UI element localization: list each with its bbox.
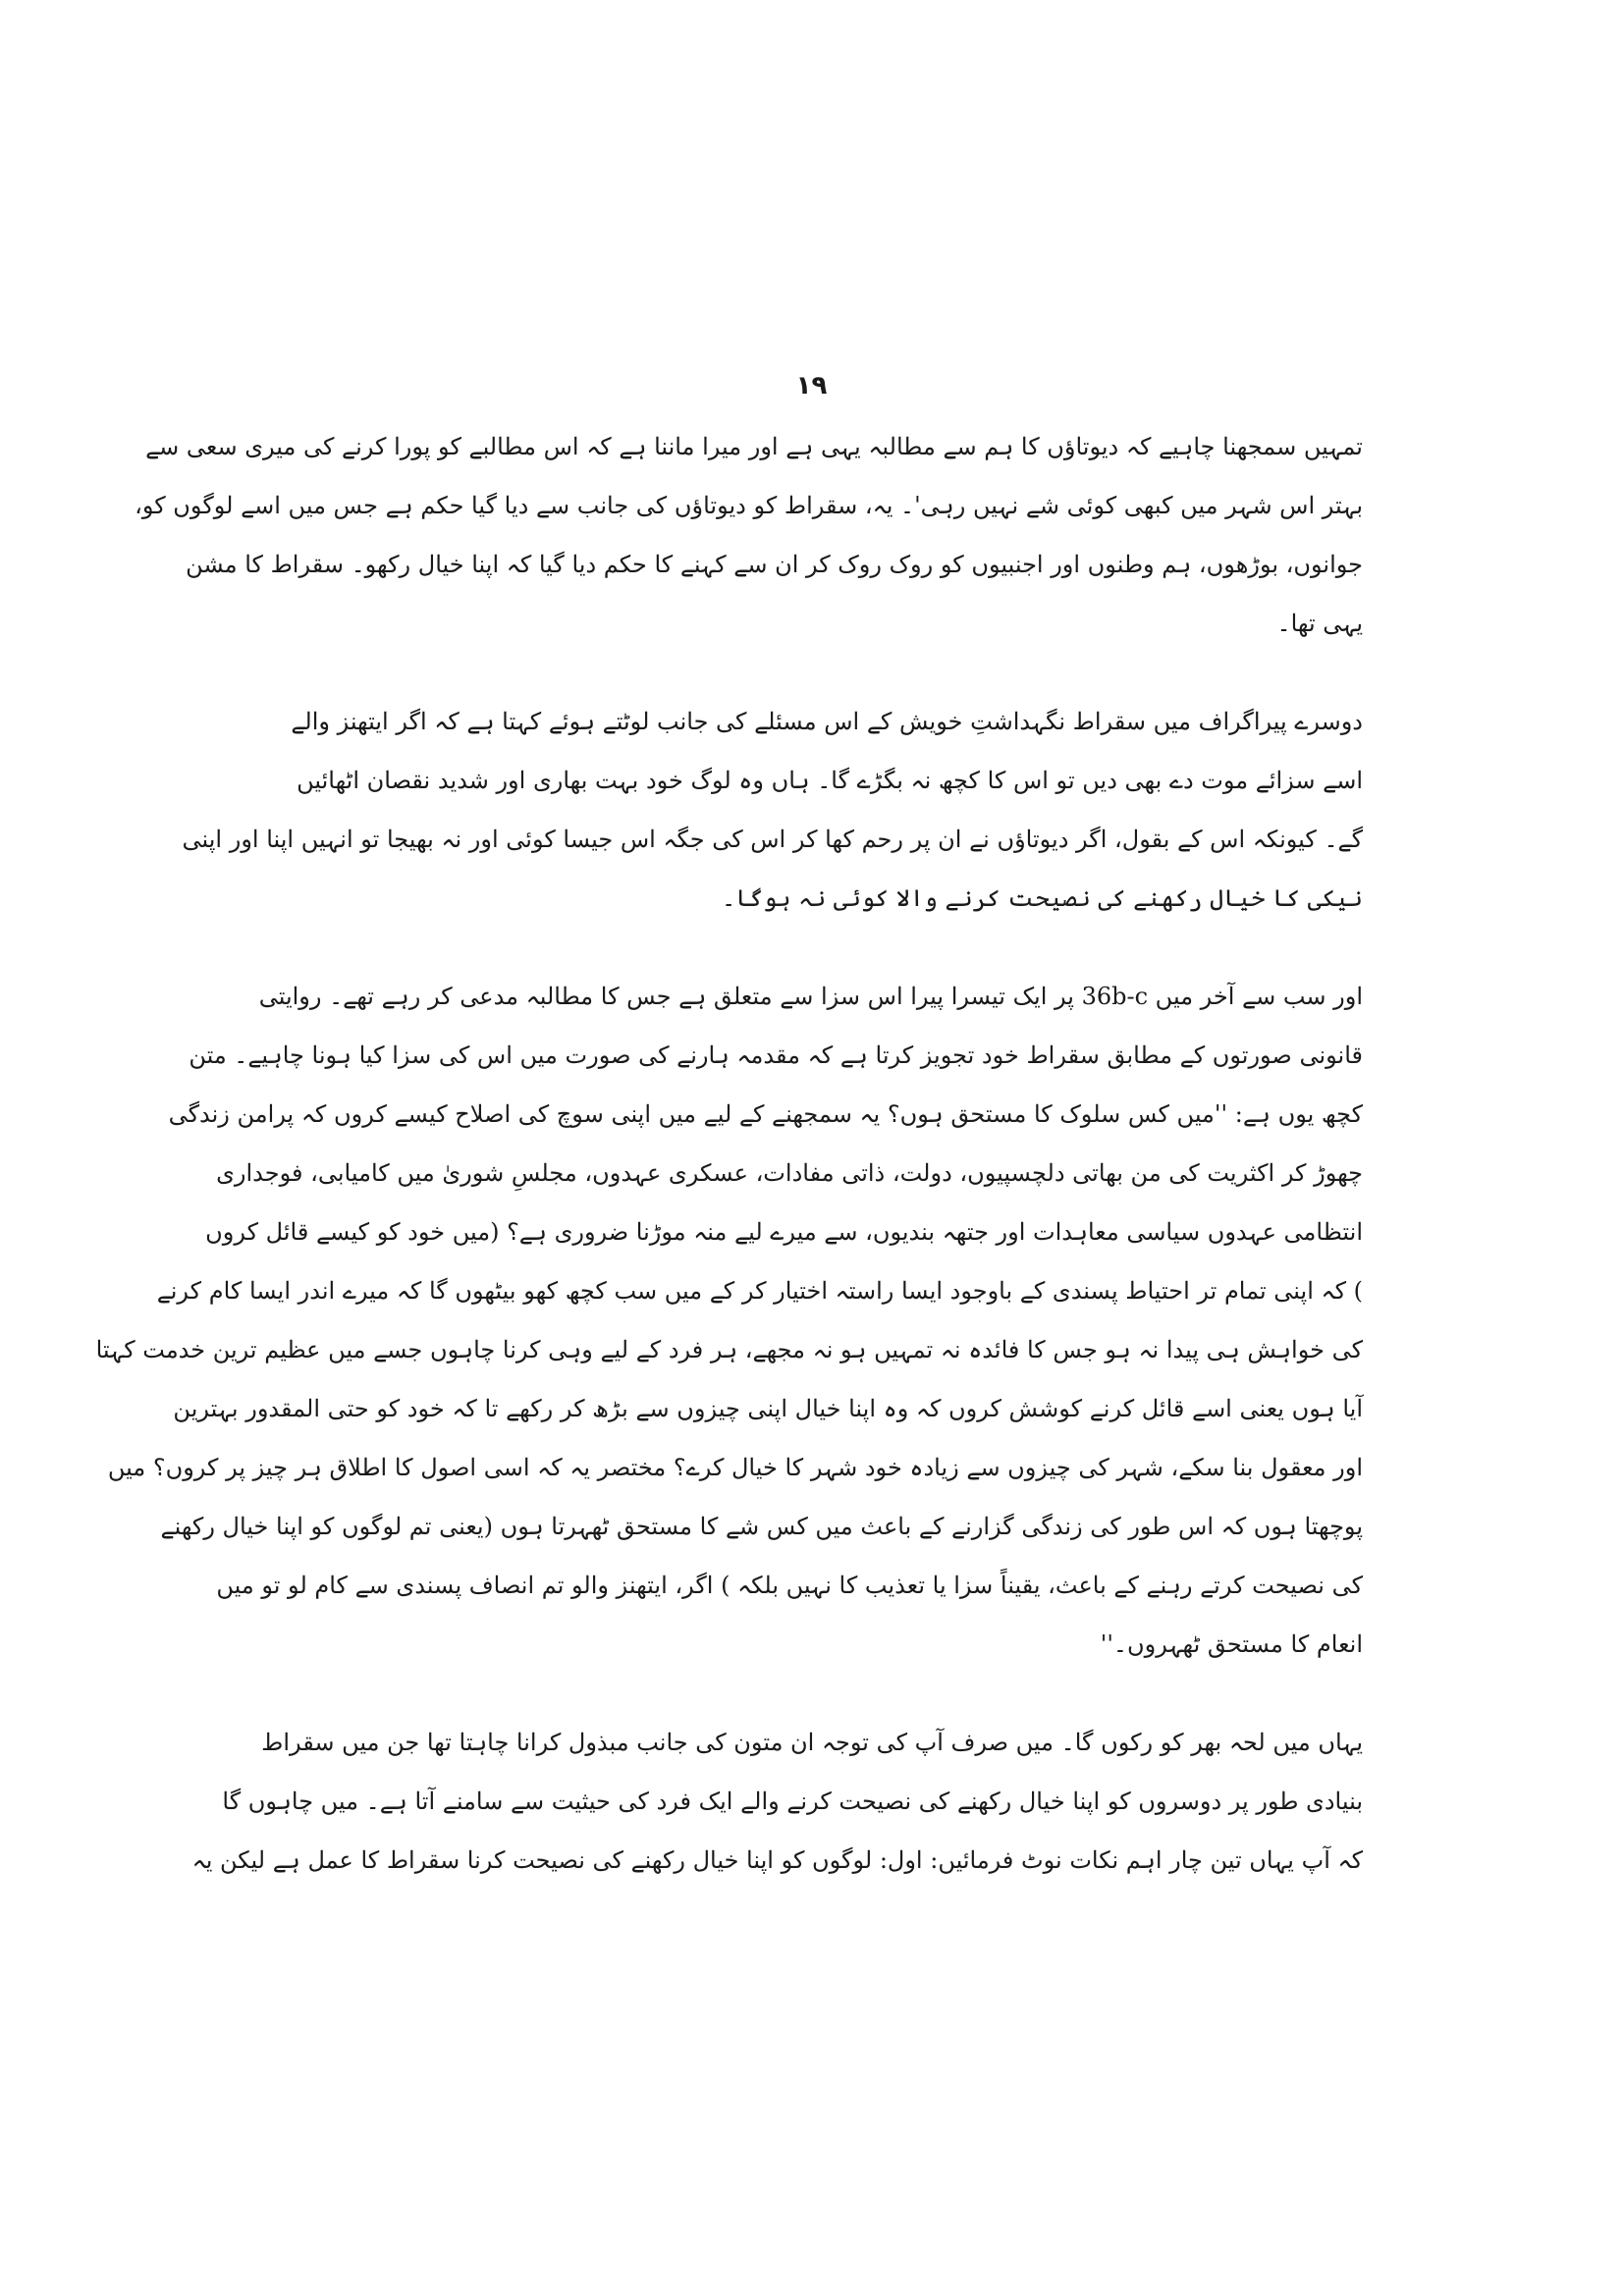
text-line: اور معقول بنا سکے، شہر کی چیزوں سے زیادہ خود شہر کا خیال کرے؟ مختصر یہ کہ اسی اصول کا اطلاق ہر چیز پر کروں؟ میں <box>107 1454 1363 1481</box>
text-line: یہی تھا۔ <box>1276 610 1363 637</box>
text-line: آیا ہوں یعنی اسے قائل کرنے کوشش کروں کہ وہ اپنا خیال اپنی چیزوں سے بڑھ کر رکھے تا کہ خود کو حتی المقدور بہترین <box>173 1395 1363 1422</box>
text-line: جوانوں، بوڑھوں، ہم وطنوں اور اجنبیوں کو روک روک کر ان سے کہنے کا حکم دیا گیا کہ اپنا خیال رکھو۔ سقراط کا مشن <box>186 551 1363 578</box>
text-line: پوچھتا ہوں کہ اس طور کی زندگی گزارنے کے باعث میں کس شے کا مستحق ٹھہرتا ہوں (یعنی تم لوگوں کو اپنا خیال رکھنے <box>160 1513 1363 1540</box>
text-line: قانونی صورتوں کے مطابق سقراط خود تجویز کرتا ہے کہ مقدمہ ہارنے کی صورت میں اس کی سزا کیا ہونا چاہیے۔ متن <box>189 1041 1363 1069</box>
text-line: کی خواہش ہی پیدا نہ ہو جس کا فائدہ نہ تمہیں ہو نہ مجھے، ہر فرد کے لیے وہی کرنا چاہوں جسے میں عظیم ترین خدمت کہتا <box>95 1336 1363 1363</box>
paragraph-3 <box>95 967 1363 1674</box>
body-text <box>95 417 1363 1929</box>
text-line: انعام کا مستحق ٹھہروں۔'' <box>1100 1630 1363 1658</box>
text-line: کہ آپ یہاں تین چار اہم نکات نوٹ فرمائیں: اول: لوگوں کو اپنا خیال رکھنے کی نصیحت کرنا سقراط کا عمل ہے لیکن یہ <box>191 1846 1363 1874</box>
text-line: بہتر اس شہر میں کبھی کوئی شے نہیں رہی'۔ یہ، سقراط کو دیوتاؤں کی جانب سے دیا گیا حکم ہے جس میں اسے لوگوں کو، <box>135 492 1363 519</box>
text-line: گے۔ کیونکہ اس کے بقول، اگر دیوتاؤں نے ان پر رحم کھا کر اس کی جگہ اس جیسا کوئی اور نہ بھیجا تو انہیں اپنا اور اپنی <box>182 826 1363 853</box>
text-line: یہاں میں لحہ بھر کو رکوں گا۔ میں صرف آپ کی توجہ ان متون کی جانب مبذول کرانا چاہتا تھا جن میں سقراط <box>261 1729 1363 1756</box>
paragraph-4 <box>191 1713 1363 1890</box>
text-line: کچھ یوں ہے: ''میں کس سلوک کا مستحق ہوں؟ یہ سمجھنے کے لیے میں اپنی سوچ کی اصلاح کیسے کروں کہ پرامن زندگی <box>168 1100 1363 1128</box>
paragraph-2 <box>182 692 1363 928</box>
text-line: اور سب سے آخر میں 36b-c پر ایک تیسرا پیرا اس سزا سے متعلق ہے جس کا مطالبہ مدعی کر رہے تھے۔ روایتی <box>258 983 1363 1010</box>
page-number: ۱۹ <box>795 371 828 400</box>
paragraph-1 <box>135 417 1363 653</box>
text-line: تمہیں سمجھنا چاہیے کہ دیوتاؤں کا ہم سے مطالبہ یہی ہے اور میرا ماننا ہے کہ اس مطالبے کو پورا کرنے کی میری سعی سے <box>145 433 1363 460</box>
text-line: اسے سزائے موت دے بھی دیں تو اس کا کچھ نہ بگڑے گا۔ ہاں وہ لوگ خود بہت بھاری اور شدید نقصان اٹھائیں <box>297 767 1363 794</box>
text-line: دوسرے پیراگراف میں سقراط نگہداشتِ خویش کے اس مسئلے کی جانب لوٹتے ہوئے کہتا ہے کہ اگر ایتھنز والے <box>291 708 1363 735</box>
text-line: بنیادی طور پر دوسروں کو اپنا خیال رکھنے کی نصیحت کرنے والے ایک فرد کی حیثیت سے سامنے آتا ہے۔ میں چاہوں گا <box>222 1788 1363 1815</box>
text-line: انتظامی عہدوں سیاسی معاہدات اور جتھہ بندیوں، سے میرے لیے منہ موڑنا ضروری ہے؟ (میں خود کو کیسے قائل کروں <box>205 1218 1363 1246</box>
text-line: ) کہ اپنی تمام تر احتیاط پسندی کے باوجود ایسا راستہ اختیار کر کے میں سب کچھ کھو بیٹھوں گا کہ میرے اندر ایسا کام کرنے <box>156 1277 1363 1305</box>
text-line: نیکی کا خیال رکھنے کی نصیحت کرنے والا کوئی نہ ہوگا۔ <box>722 884 1363 912</box>
text-line: کی نصیحت کرتے رہنے کے باعث، یقیناً سزا یا تعذیب کا نہیں بلکہ ) اگر، ایتھنز والو تم انصاف پسندی سے کام لو تو میں <box>216 1572 1363 1599</box>
text-line: چھوڑ کر اکثریت کی من بھاتی دلچسپیوں، دولت، ذاتی مفادات، عسکری عہدوں، مجلسِ شوریٰ میں کامیابی، فوجداری <box>216 1159 1363 1187</box>
